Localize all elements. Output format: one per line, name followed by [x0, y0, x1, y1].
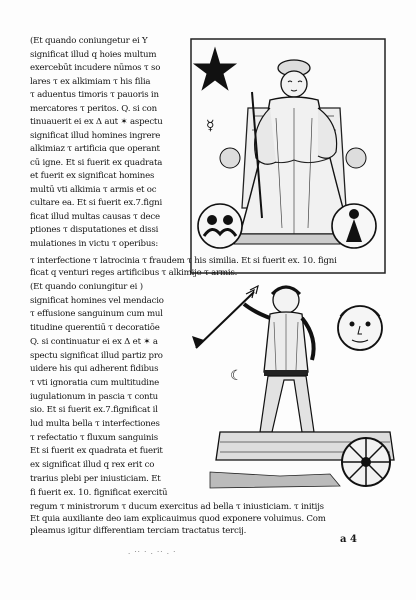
text-line: multū vti alkimia τ armis et oc: [30, 184, 157, 195]
text-line: significat illud q hoies multum: [30, 49, 157, 60]
text-line: exercebūt incudere nūmos τ so: [30, 63, 161, 73]
mercury-symbol: ☿: [206, 118, 215, 134]
text-line: uidere his qui adherent fidibus: [30, 364, 159, 375]
text-line: significat homines vel mendacio: [30, 295, 164, 306]
text-line: spectu significat illud partiz pro: [30, 350, 163, 361]
text-line: mulationes in victu τ operibus:: [30, 238, 159, 249]
text-line: et fuerit ex significat homines: [30, 171, 155, 181]
text-line: τ interfectione τ latrocinia τ fraudem τ his similia. Et si fuerit ex. 10. figni: [30, 256, 337, 266]
virgo-roundel: [332, 204, 376, 248]
text-line: cultare ea. Et si fuerit ex.7.figni: [30, 198, 163, 208]
show-through-marks: . ·· · . ·· . ·: [128, 548, 177, 556]
text-line: ficat illud multas causas τ dece: [30, 211, 160, 222]
signature-mark: a 4: [340, 534, 357, 545]
crescent-symbol: ☾: [230, 368, 243, 384]
text-line: ptiones τ disputationes et dissi: [30, 225, 159, 235]
woodcut-mercury-enthroned: [190, 38, 386, 274]
text-line: mercatores τ peritos. Q. si con: [30, 103, 157, 114]
text-line: significat illud homines ingrere: [30, 130, 161, 141]
text-line: sio. Et si fuerit ex.7.fignificat il: [30, 405, 158, 416]
text-line: tinuauerit ei ex Δ aut ✶ aspectu: [30, 117, 163, 127]
text-line: ficat q venturi reges artificibus τ alkimije τ armis.: [30, 268, 238, 278]
text-line: τ aduentus timoris τ pauoris in: [30, 90, 159, 100]
woodcut-moon-youth: [190, 282, 400, 510]
text-line: iugulationum in pascia τ contu: [30, 391, 158, 402]
text-line: (Et quando coniungitur ei ): [30, 282, 143, 292]
text-line: titudine querentiū τ decoratiōe: [30, 323, 160, 334]
gemini-roundel: [198, 204, 242, 248]
text-line: regum τ ministrorum τ ducum exercitus ad bella τ iniusticiam. τ initijs: [30, 502, 324, 512]
wheel-icon: [342, 438, 390, 486]
text-line: alkimiaz τ artificia que operant: [30, 144, 160, 154]
text-line: Et si fuerit ex quadrata et fuerit: [30, 446, 163, 457]
text-line: cū igne. Et si fuerit ex quadrata: [30, 157, 163, 168]
text-line: τ effusione sanguinum cum mul: [30, 309, 163, 320]
arrow-icon: [192, 286, 258, 348]
text-line: lares τ ex alkimiam τ his filia: [30, 76, 151, 87]
text-line: fi fuerit ex. 10. fignificat exercitū: [30, 487, 168, 498]
text-line: τ refectatio τ fluxum sanguinis: [30, 432, 159, 443]
text-line: Q. si continuatur ei ex Δ et ✶ a: [30, 336, 158, 347]
text-line: ex significat illud q rex erit co: [30, 460, 155, 471]
text-line: lud multa bella τ interfectiones: [30, 419, 160, 429]
text-line: Et quia auxiliante deo iam explicauimus quod exponere voluimus. Com: [30, 514, 326, 524]
text-line: (Et quando coniungetur ei Y: [30, 36, 148, 46]
text-line: trarius plebi per iniusticiam. Et: [30, 473, 161, 484]
text-line: pleamus igitur differentiam terciam tractatus tercij.: [30, 526, 247, 536]
moon-face-icon: [338, 306, 382, 350]
text-line: τ vti ignoratia cum multitudine: [30, 377, 160, 388]
